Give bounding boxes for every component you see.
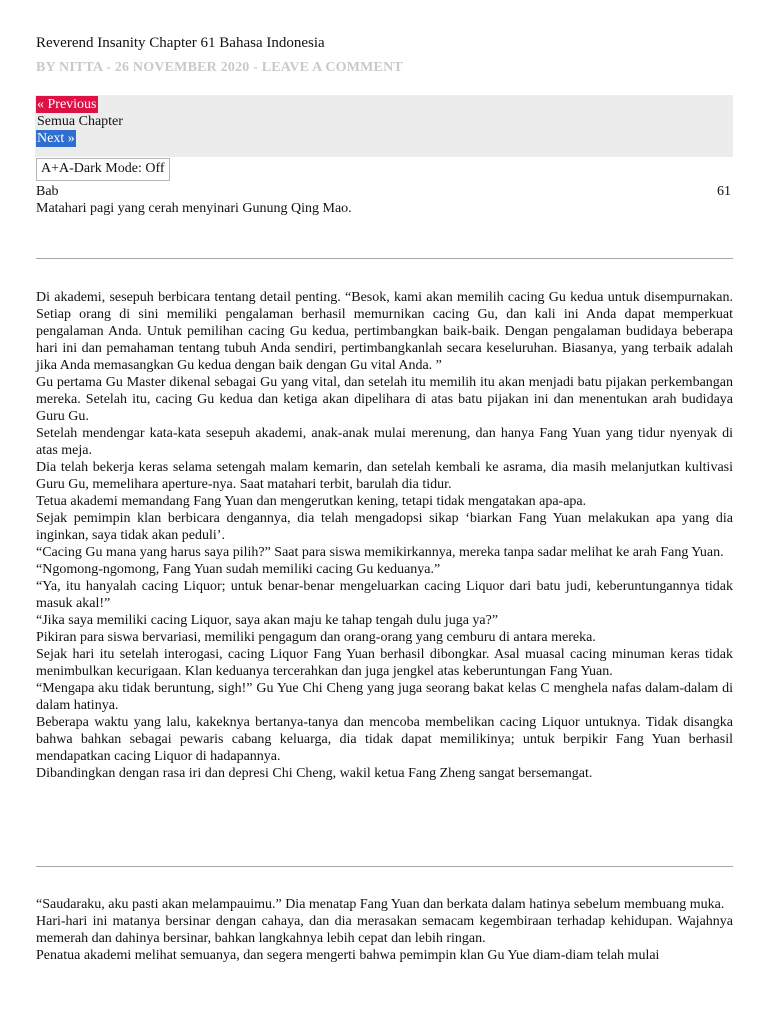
byline[interactable]: BY NITTA - 26 NOVEMBER 2020 - LEAVE A COMMENT (36, 60, 403, 75)
paragraph: Hari-hari ini matanya bersinar dengan cahaya, dan dia merasakan semacam kegembiraan terhadap kehidupan. Wajahnya memerah dan dahinya bersinar, bahkan langkahnya lebih cepat dan lebih ringan. (36, 914, 733, 946)
dark-mode-toggle[interactable]: Dark Mode: Off (73, 161, 165, 176)
paragraph: “Saudaraku, aku pasti akan melampauimu.” Dia menatap Fang Yuan dan berkata dalam hatinya sebelum membuang muka. (36, 897, 725, 912)
divider (36, 866, 733, 867)
chapter-heading (36, 183, 733, 200)
font-decrease-button[interactable]: A- (59, 161, 74, 176)
section-two (36, 896, 733, 964)
font-increase-button[interactable]: A+ (41, 161, 60, 176)
paragraph: Sejak pemimpin klan berbicara dengannya, dia telah mengadopsi sikap ‘biarkan Fang Yuan melakukan apa yang dia inginkan, saya tidak akan peduli’. (36, 511, 733, 543)
reader-tools (36, 158, 170, 181)
paragraph: Tetua akademi memandang Fang Yuan dan mengerutkan kening, tetapi tidak mengatakan apa-apa. (36, 494, 587, 509)
chapter-intro: Matahari pagi yang cerah menyinari Gunung Qing Mao. (36, 201, 352, 216)
previous-chapter-link[interactable]: « Previous (37, 97, 97, 112)
chapter-label: Bab (36, 184, 59, 199)
paragraph: Dia telah bekerja keras selama setengah malam kemarin, dan setelah kembali ke asrama, dia masih melanjutkan kultivasi Guru Gu, memelihara aperture-nya. Saat matahari terbit, barulah dia tidur. (36, 460, 733, 492)
paragraph: Setelah mendengar kata-kata sesepuh akademi, anak-anak mulai merenung, dan hanya Fang Yuan yang tidur nyenyak di atas meja. (36, 426, 733, 458)
divider (36, 258, 733, 259)
paragraph: Sejak hari itu setelah interogasi, cacing Liquor Fang Yuan berhasil dibongkar. Asal muasal cacing minuman keras tidak menimbulkan kecurigaan. Klan keduanya tercerahkan dan juga jengkel atas keberuntungan Fang Yuan. (36, 647, 733, 679)
paragraph: “Ya, itu hanyalah cacing Liquor; untuk benar-benar mengeluarkan cacing Liquor dari batu judi, keberuntungannya tidak masuk akal!” (36, 579, 733, 611)
chapter-navigation (35, 95, 733, 157)
paragraph: “Jika saya memiliki cacing Liquor, saya akan maju ke tahap tengah dulu juga ya?” (36, 613, 499, 628)
paragraph: “Ngomong-ngomong, Fang Yuan sudah memiliki cacing Gu keduanya.” (36, 562, 441, 577)
paragraph: “Mengapa aku tidak beruntung, sigh!” Gu Yue Chi Cheng yang juga seorang bakat kelas C menghela nafas dalam-dalam di dalam hatinya. (36, 681, 733, 713)
chapter-number: 61 (717, 184, 731, 199)
page-title: Reverend Insanity Chapter 61 Bahasa Indonesia (36, 35, 325, 51)
paragraph: Beberapa waktu yang lalu, kakeknya bertanya-tanya dan mencoba membelikan cacing Liquor untuknya. Tidak disangka bahwa bahkan sebagai pewaris cabang keluarga, dia tidak dapat memilikinya; untuk berpikir Fang Yuan berhasil mendapatkan cacing Liquor di hadapannya. (36, 715, 733, 764)
paragraph: “Cacing Gu mana yang harus saya pilih?” Saat para siswa memikirkannya, mereka tanpa sadar melihat ke arah Fang Yuan. (36, 545, 724, 560)
next-chapter-link[interactable]: Next » (37, 131, 75, 146)
paragraph: Pikiran para siswa bervariasi, memiliki pengagum dan orang-orang yang cemburu di antara mereka. (36, 630, 596, 645)
section-one (36, 289, 733, 782)
all-chapters-link[interactable]: Semua Chapter (37, 114, 123, 129)
paragraph: Dibandingkan dengan rasa iri dan depresi Chi Cheng, wakil ketua Fang Zheng sangat bersemangat. (36, 766, 593, 781)
paragraph: Gu pertama Gu Master dikenal sebagai Gu yang vital, dan setelah itu memilih itu akan menjadi batu pijakan perkembangan mereka. Setelah itu, cacing Gu kedua dan ketiga akan dipelihara di atas batu pijakan ini dan menentukan arah budidaya Guru Gu. (36, 375, 733, 424)
paragraph: Di akademi, sesepuh berbicara tentang detail penting. “Besok, kami akan memilih cacing Gu kedua untuk disempurnakan. Setiap orang di sini memiliki pengalaman berhasil memurnikan cacing Gu, dan kali ini Anda dapat memperkuat pengalaman Anda. Untuk pemilihan cacing Gu kedua, pertimbangkan baik-baik. Dengan pengalaman budidaya beberapa hari ini dan pemahaman tentang tubuh Anda sendiri, pertimbangkanlah secara keseluruhan. Biasanya, yang terbaik adalah jika Anda memasangkan Gu kedua dengan baik dengan Gu vital Anda. ” (36, 290, 733, 373)
paragraph: Penatua akademi melihat semuanya, dan segera mengerti bahwa pemimpin klan Gu Yue diam-diam telah mulai (36, 948, 660, 963)
